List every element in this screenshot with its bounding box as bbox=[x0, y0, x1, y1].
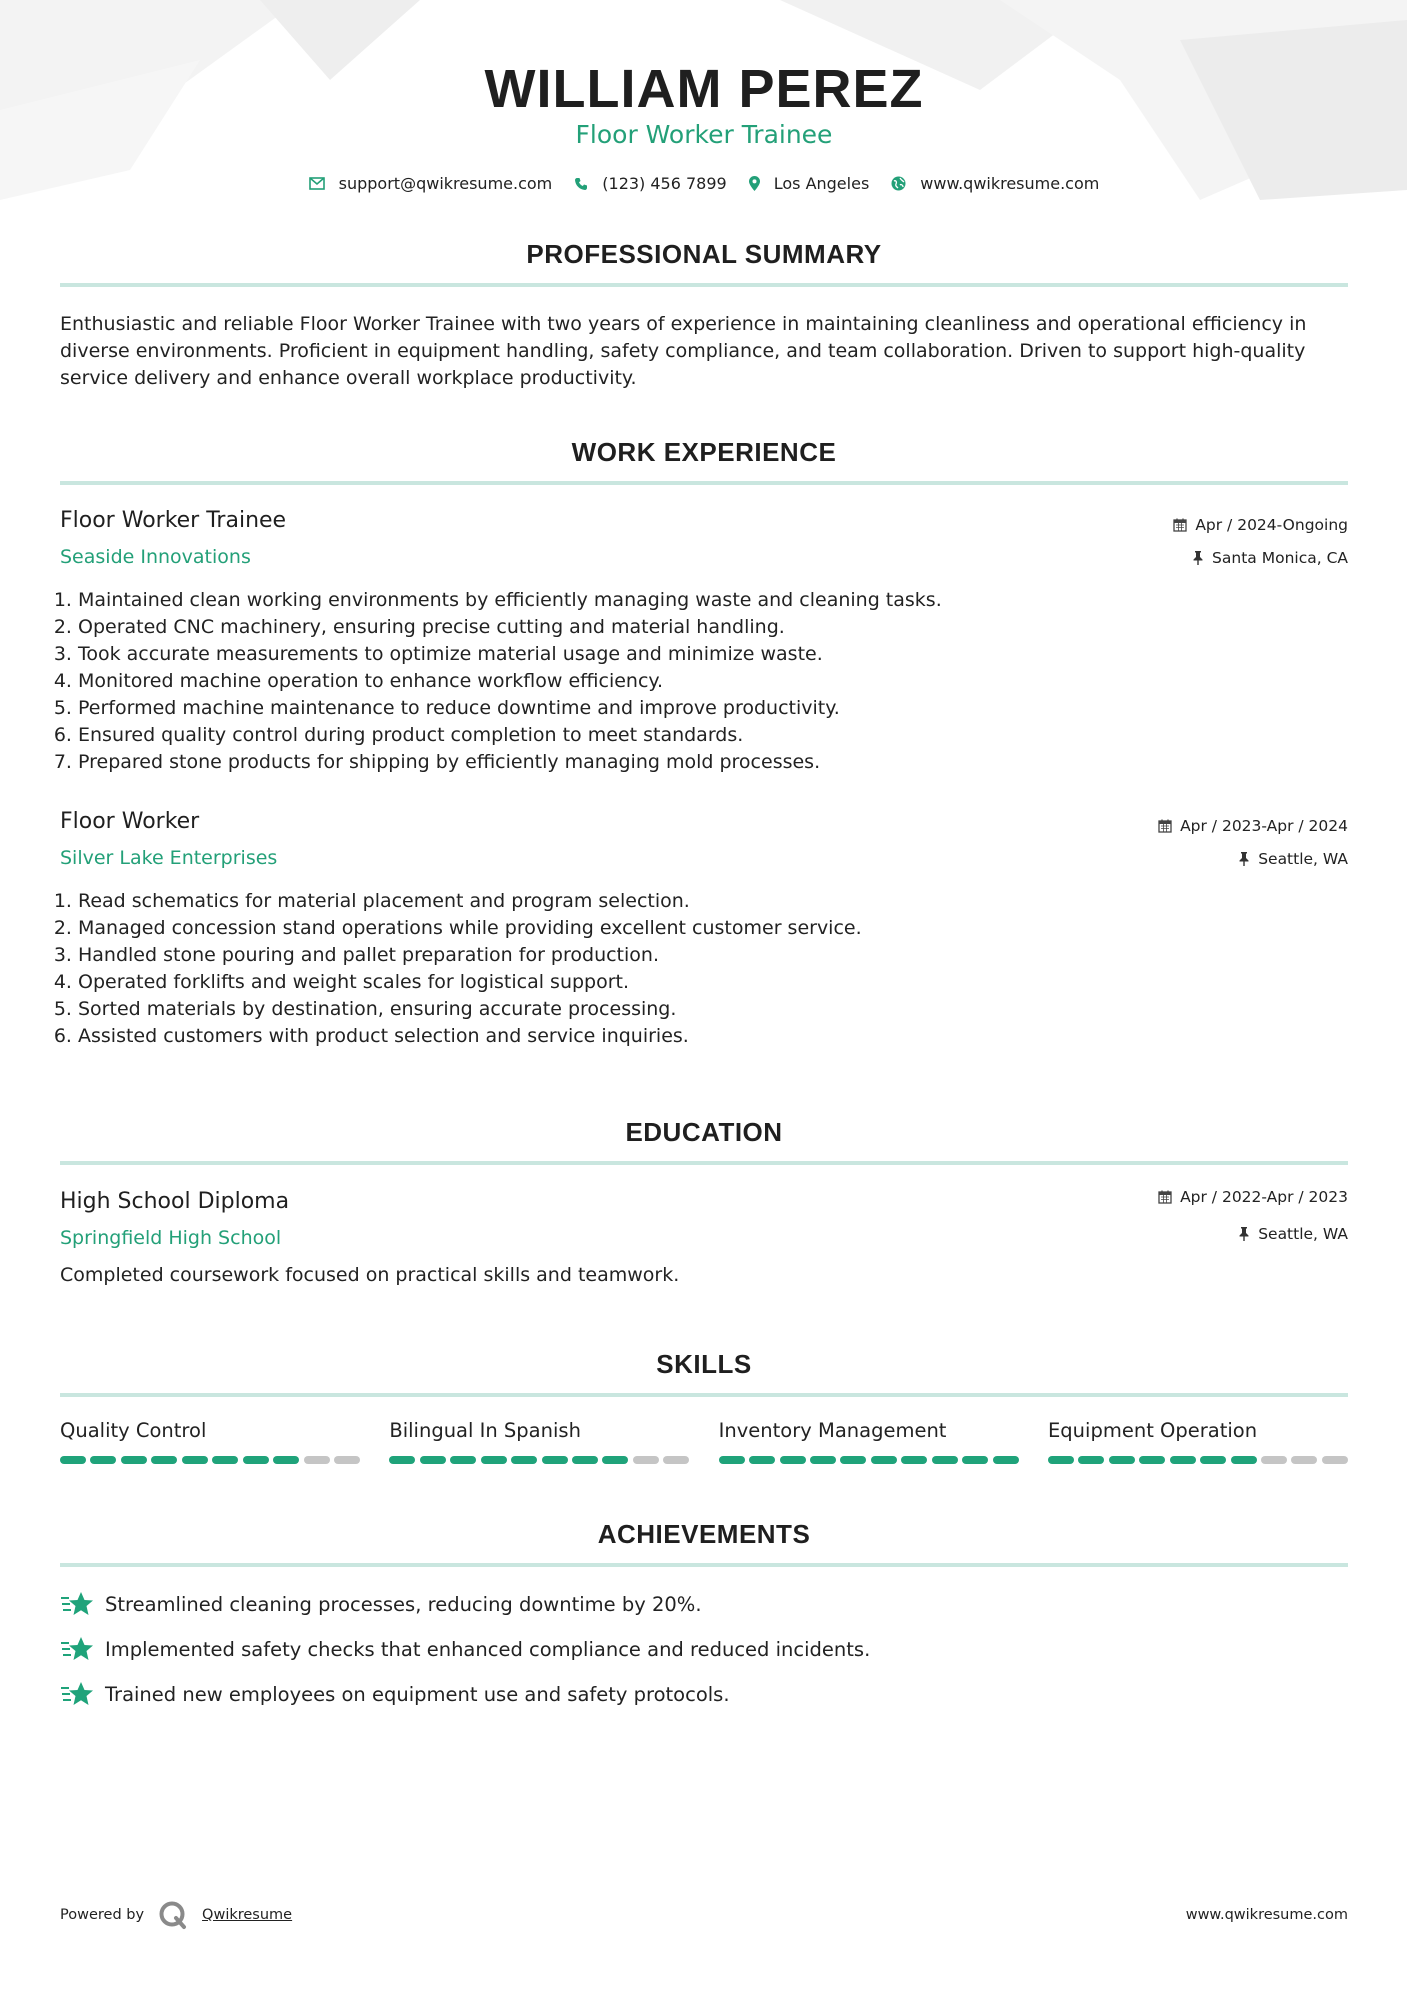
candidate-title: Floor Worker Trainee bbox=[575, 120, 833, 149]
skills-grid bbox=[60, 1419, 1348, 1464]
education-location bbox=[1238, 1225, 1348, 1243]
skill-dot-filled bbox=[871, 1456, 897, 1464]
skill-dot-filled bbox=[932, 1456, 958, 1464]
skill-dot-filled bbox=[901, 1456, 927, 1464]
list-item: 1. Maintained clean working environments by efficiently managing waste and cleaning tasks. bbox=[78, 587, 1278, 614]
job-dates bbox=[1173, 516, 1348, 534]
skill-dot-filled bbox=[1109, 1456, 1135, 1464]
skill-dot-filled bbox=[1170, 1456, 1196, 1464]
achievement-text: Implemented safety checks that enhanced compliance and reduced incidents. bbox=[105, 1637, 871, 1661]
skill-dot-filled bbox=[840, 1456, 866, 1464]
skill-dot-empty bbox=[304, 1456, 330, 1464]
skill-rating bbox=[1048, 1456, 1348, 1464]
contact-phone[interactable] bbox=[574, 174, 726, 193]
skill-item bbox=[719, 1419, 1019, 1464]
job-company: Seaside Innovations bbox=[60, 546, 251, 568]
job-title: Floor Worker bbox=[60, 809, 200, 834]
experience-divider bbox=[60, 481, 1348, 485]
list-item: 4. Operated forklifts and weight scales for logistical support. bbox=[78, 969, 1278, 996]
skill-dot-filled bbox=[962, 1456, 988, 1464]
skill-dot-filled bbox=[572, 1456, 598, 1464]
achievement-item bbox=[60, 1635, 870, 1663]
skill-dot-filled bbox=[749, 1456, 775, 1464]
skill-dot-empty bbox=[1291, 1456, 1317, 1464]
job-title: Floor Worker Trainee bbox=[60, 508, 287, 533]
contact-location-text: Los Angeles bbox=[773, 174, 870, 193]
education-degree: High School Diploma bbox=[60, 1189, 290, 1214]
skill-dot-filled bbox=[389, 1456, 415, 1464]
list-item: 7. Prepared stone products for shipping by efficiently managing mold processes. bbox=[78, 749, 1278, 776]
achievement-item bbox=[60, 1590, 702, 1618]
summary-text: Enthusiastic and reliable Floor Worker Trainee with two years of experience in maintaining cleanliness and operational efficiency in diverse environments. Proficient in equipment handling, safety compliance, and team collaboration. Driven to support high-quality service delivery and enhance overall workplace productivity. bbox=[60, 313, 1307, 389]
skill-dot-filled bbox=[273, 1456, 299, 1464]
education-dates bbox=[1158, 1188, 1348, 1206]
skills-divider bbox=[60, 1393, 1348, 1397]
skill-dot-filled bbox=[450, 1456, 476, 1464]
job-dates-text: Apr / 2024-Ongoing bbox=[1195, 516, 1348, 534]
contact-website-text: www.qwikresume.com bbox=[920, 174, 1100, 193]
skill-dot-filled bbox=[602, 1456, 628, 1464]
skill-rating bbox=[60, 1456, 360, 1464]
skill-dot-filled bbox=[1231, 1456, 1257, 1464]
globe-icon bbox=[891, 176, 906, 191]
job-company: Silver Lake Enterprises bbox=[60, 847, 278, 869]
skill-name: Bilingual In Spanish bbox=[389, 1419, 581, 1442]
job-bullets bbox=[60, 587, 1278, 776]
list-item: 2. Managed concession stand operations while providing excellent customer service. bbox=[78, 915, 1278, 942]
skill-item bbox=[60, 1419, 360, 1464]
education-heading: EDUCATION bbox=[625, 1117, 783, 1147]
list-item: 3. Took accurate measurements to optimize material usage and minimize waste. bbox=[78, 641, 1278, 668]
skill-dot-empty bbox=[334, 1456, 360, 1464]
achievement-text: Trained new employees on equipment use and safety protocols. bbox=[105, 1682, 730, 1706]
list-item: 4. Monitored machine operation to enhance workflow efficiency. bbox=[78, 668, 1278, 695]
skill-dot-filled bbox=[1200, 1456, 1226, 1464]
list-item: 6. Assisted customers with product selection and service inquiries. bbox=[78, 1023, 1278, 1050]
achievements-heading: ACHIEVEMENTS bbox=[597, 1519, 811, 1549]
contact-bar bbox=[60, 174, 1348, 193]
list-item: 2. Operated CNC machinery, ensuring precise cutting and material handling. bbox=[78, 614, 1278, 641]
skill-dot-filled bbox=[719, 1456, 745, 1464]
education-dates-text: Apr / 2022-Apr / 2023 bbox=[1180, 1188, 1348, 1206]
skill-dot-filled bbox=[1048, 1456, 1074, 1464]
skill-name: Quality Control bbox=[60, 1419, 207, 1442]
list-item: 5. Sorted materials by destination, ensuring accurate processing. bbox=[78, 996, 1278, 1023]
skill-dot-empty bbox=[1322, 1456, 1348, 1464]
skill-dot-filled bbox=[182, 1456, 208, 1464]
skill-rating bbox=[389, 1456, 689, 1464]
job-location bbox=[1192, 549, 1348, 567]
skill-dot-filled bbox=[243, 1456, 269, 1464]
pushpin-icon bbox=[1192, 551, 1204, 565]
skill-dot-filled bbox=[60, 1456, 86, 1464]
star-icon bbox=[60, 1590, 94, 1618]
contact-phone-text: (123) 456 7899 bbox=[602, 174, 727, 193]
skill-dot-filled bbox=[420, 1456, 446, 1464]
summary-heading: PROFESSIONAL SUMMARY bbox=[526, 239, 882, 269]
contact-email-text: support@qwikresume.com bbox=[338, 174, 553, 193]
job-dates bbox=[1158, 817, 1348, 835]
envelope-icon bbox=[309, 177, 325, 190]
skills-heading: SKILLS bbox=[656, 1349, 752, 1379]
skill-dot-filled bbox=[542, 1456, 568, 1464]
calendar-icon bbox=[1173, 518, 1187, 532]
list-item: 1. Read schematics for material placement and program selection. bbox=[78, 888, 1278, 915]
job-location-text: Seattle, WA bbox=[1258, 850, 1348, 868]
pushpin-icon bbox=[1238, 1227, 1250, 1241]
contact-location bbox=[749, 174, 870, 193]
skill-dot-filled bbox=[810, 1456, 836, 1464]
candidate-name: WILLIAM PEREZ bbox=[484, 59, 924, 119]
job-location-text: Santa Monica, CA bbox=[1212, 549, 1348, 567]
skill-dot-filled bbox=[151, 1456, 177, 1464]
calendar-icon bbox=[1158, 819, 1172, 833]
achievements-divider bbox=[60, 1563, 1348, 1567]
education-location-text: Seattle, WA bbox=[1258, 1225, 1348, 1243]
contact-website[interactable] bbox=[891, 174, 1099, 193]
skill-item bbox=[1048, 1419, 1348, 1464]
skill-dot-filled bbox=[90, 1456, 116, 1464]
skill-name: Inventory Management bbox=[718, 1419, 947, 1442]
qwikresume-link[interactable]: Qwikresume bbox=[202, 1907, 293, 1923]
achievement-text: Streamlined cleaning processes, reducing downtime by 20%. bbox=[105, 1592, 702, 1616]
footer-website[interactable]: www.qwikresume.com bbox=[1185, 1907, 1348, 1923]
skill-dot-empty bbox=[663, 1456, 689, 1464]
calendar-icon bbox=[1158, 1190, 1172, 1204]
star-icon bbox=[60, 1635, 94, 1663]
education-school: Springfield High School bbox=[60, 1227, 282, 1249]
qwikresume-logo-icon bbox=[158, 1900, 188, 1930]
education-divider bbox=[60, 1161, 1348, 1165]
star-icon bbox=[60, 1680, 94, 1708]
list-item: 6. Ensured quality control during product completion to meet standards. bbox=[78, 722, 1278, 749]
map-pin-icon bbox=[749, 176, 760, 191]
education-description: Completed coursework focused on practical skills and teamwork. bbox=[60, 1264, 680, 1286]
job-bullets bbox=[60, 888, 1278, 1050]
footer-powered-by bbox=[60, 1900, 292, 1930]
skill-dot-filled bbox=[1139, 1456, 1165, 1464]
list-item: 3. Handled stone pouring and pallet preparation for production. bbox=[78, 942, 1278, 969]
phone-icon bbox=[574, 177, 588, 191]
skill-dot-filled bbox=[993, 1456, 1019, 1464]
list-item: 5. Performed machine maintenance to reduce downtime and improve productivity. bbox=[78, 695, 1278, 722]
skill-rating bbox=[719, 1456, 1019, 1464]
job-dates-text: Apr / 2023-Apr / 2024 bbox=[1180, 817, 1348, 835]
skill-dot-filled bbox=[212, 1456, 238, 1464]
powered-by-label: Powered by bbox=[60, 1907, 145, 1923]
pushpin-icon bbox=[1238, 852, 1250, 866]
contact-email[interactable] bbox=[309, 174, 553, 193]
skill-dot-filled bbox=[481, 1456, 507, 1464]
skill-dot-filled bbox=[511, 1456, 537, 1464]
summary-divider bbox=[60, 283, 1348, 287]
skill-dot-filled bbox=[780, 1456, 806, 1464]
skill-item bbox=[389, 1419, 689, 1464]
skill-dot-empty bbox=[633, 1456, 659, 1464]
skill-dot-filled bbox=[1078, 1456, 1104, 1464]
skill-dot-filled bbox=[121, 1456, 147, 1464]
skill-name: Equipment Operation bbox=[1047, 1419, 1258, 1442]
job-location bbox=[1238, 850, 1348, 868]
skill-dot-empty bbox=[1261, 1456, 1287, 1464]
achievement-item bbox=[60, 1680, 730, 1708]
experience-heading: WORK EXPERIENCE bbox=[571, 437, 837, 467]
